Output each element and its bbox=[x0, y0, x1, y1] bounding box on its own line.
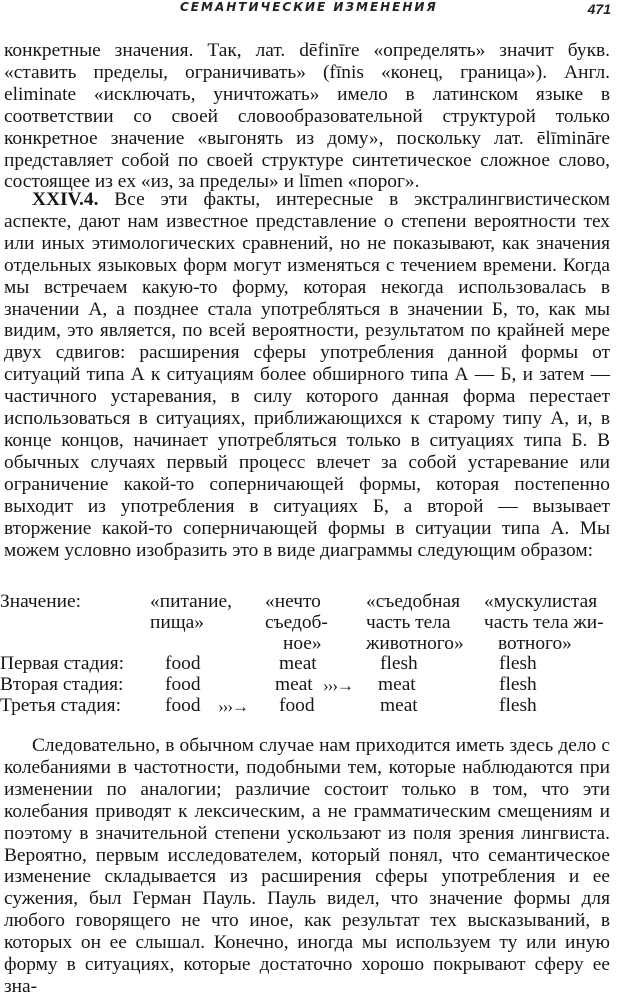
diagram-row-2-label: Вторая стадия: bbox=[0, 674, 124, 695]
diagram-row-3-col-2: food bbox=[279, 695, 315, 716]
diagram-row-1-col-4: flesh bbox=[499, 653, 537, 674]
diagram-row-3-arrow: ›››→ bbox=[218, 697, 248, 716]
diagram-column-header-3-line-2: часть тела bbox=[366, 612, 451, 633]
diagram-row-2-col-4: flesh bbox=[499, 674, 537, 695]
diagram-row-2-col-2: meat bbox=[275, 674, 313, 695]
semantic-change-diagram bbox=[0, 591, 620, 716]
diagram-column-header-3-line-3: животного» bbox=[366, 633, 464, 654]
diagram-column-header-2-line-2: съедоб- bbox=[265, 612, 328, 633]
diagram-row-3-col-1: food bbox=[165, 695, 201, 716]
diagram-row-3-label: Третья стадия: bbox=[0, 695, 121, 716]
paragraph-body: Все эти факты, интересные в экстралингвистическом аспекте, дают нам известное представление о степени вероятности тех или иных этимологических сравнений, но не показывают, как значения отдельных языковых форм могут изменяться с течением времени. Когда мы встречаем какую-то форму, которая некогда использовалась в значении А, а позднее стала употребляться в значении Б, то, как мы видим, это является, по всей вероятности, результатом по крайней мере двух сдвигов: расширения сферы употребления данной формы от ситуаций типа А к ситуациям более обширного типа А — Б, и затем — частичного устаревания, в силу которого данная форма перестает использоваться в ситуациях, приближающихся к старому типу А, и, в конце концов, начинает употребляться только в ситуациях типа Б. В обычных случаях первый процесс влечет за собой устаревание или ограничение какой-то соперничающей формы, которая постепенно выходит из употребления в ситуациях Б, а второй — вызывает вторжение какой-то соперничающей формы в ситуации типа А. Мы можем условно изобразить это в виде диаграммы следующим образом: bbox=[4, 189, 610, 561]
diagram-row-1-col-1: food bbox=[165, 653, 201, 674]
paragraph-conclusion: Следовательно, в обычном случае нам приходится иметь здесь дело с колебаниями в частотности, подобными тем, которые наблюдаются при изменении по аналогии; различие состоит только в том, что эти колебания приводят к лексическим, а не грамматическим смещениям и поэтому в значительной степени ускользают из поля зрения лингвиста. Вероятно, первым исследователем, который понял, что семантическое изменение складывается из расширения сферы употребления и ее сужения, был Герман Пауль. Пауль видел, что значение формы для любого говорящего не что иное, как результат тех высказываний, в которых он ее слышал. Конечно, иногда мы используем ту или иную форму в ситуациях, которые достаточно хорошо покрывают сферу ее зна- bbox=[4, 735, 610, 997]
section-number: XXIV.4. bbox=[32, 189, 99, 210]
diagram-row-3-col-3: meat bbox=[380, 695, 418, 716]
diagram-column-header-2-line-1: «нечто bbox=[265, 591, 321, 612]
diagram-row-header-label: Значение: bbox=[0, 591, 82, 612]
paragraph-continuation: конкретные значения. Так, лат. dēfinīre «определять» значит букв. «ставить пределы, ограничивать» (fīnis «конец, граница»). Англ. eliminate «исключать, уничтожать» имело в латинском языке в соответствии со своей словообразовательной структурой только конкретное значение «выгонять из дому», поскольку лат. ēlīmināre представляет собой по своей структуре синтетическое сложное слово, состоящее из ex «из, за пределы» и līmen «порог». bbox=[4, 40, 610, 193]
diagram-row-2-col-3: meat bbox=[378, 674, 416, 695]
diagram-column-header-2-line-3: ное» bbox=[283, 633, 322, 654]
diagram-column-header-3-line-1: «съедобная bbox=[366, 591, 461, 612]
diagram-row-2-arrow: ›››→ bbox=[323, 676, 353, 695]
page-number: 471 bbox=[587, 1, 611, 17]
diagram-column-header-1-line-2: пища» bbox=[150, 612, 204, 633]
paragraph-section-xxiv-4 bbox=[4, 189, 610, 561]
diagram-column-header-4-line-2: часть тела жи- bbox=[484, 612, 604, 633]
diagram-row-1-label: Первая стадия: bbox=[0, 653, 125, 674]
diagram-row-3-col-4: flesh bbox=[499, 695, 537, 716]
diagram-column-header-1-line-1: «питание, bbox=[150, 591, 232, 612]
diagram-column-header-4-line-3: вотного» bbox=[498, 633, 572, 654]
page-header bbox=[0, 0, 620, 18]
diagram-column-header-4-line-1: «мускулистая bbox=[484, 591, 598, 612]
diagram-row-1-col-2: meat bbox=[279, 653, 317, 674]
diagram-row-1-col-3: flesh bbox=[380, 653, 418, 674]
diagram-row-2-col-1: food bbox=[165, 674, 201, 695]
running-title: СЕМАНТИЧЕСКИЕ ИЗМЕНЕНИЯ bbox=[180, 0, 438, 14]
